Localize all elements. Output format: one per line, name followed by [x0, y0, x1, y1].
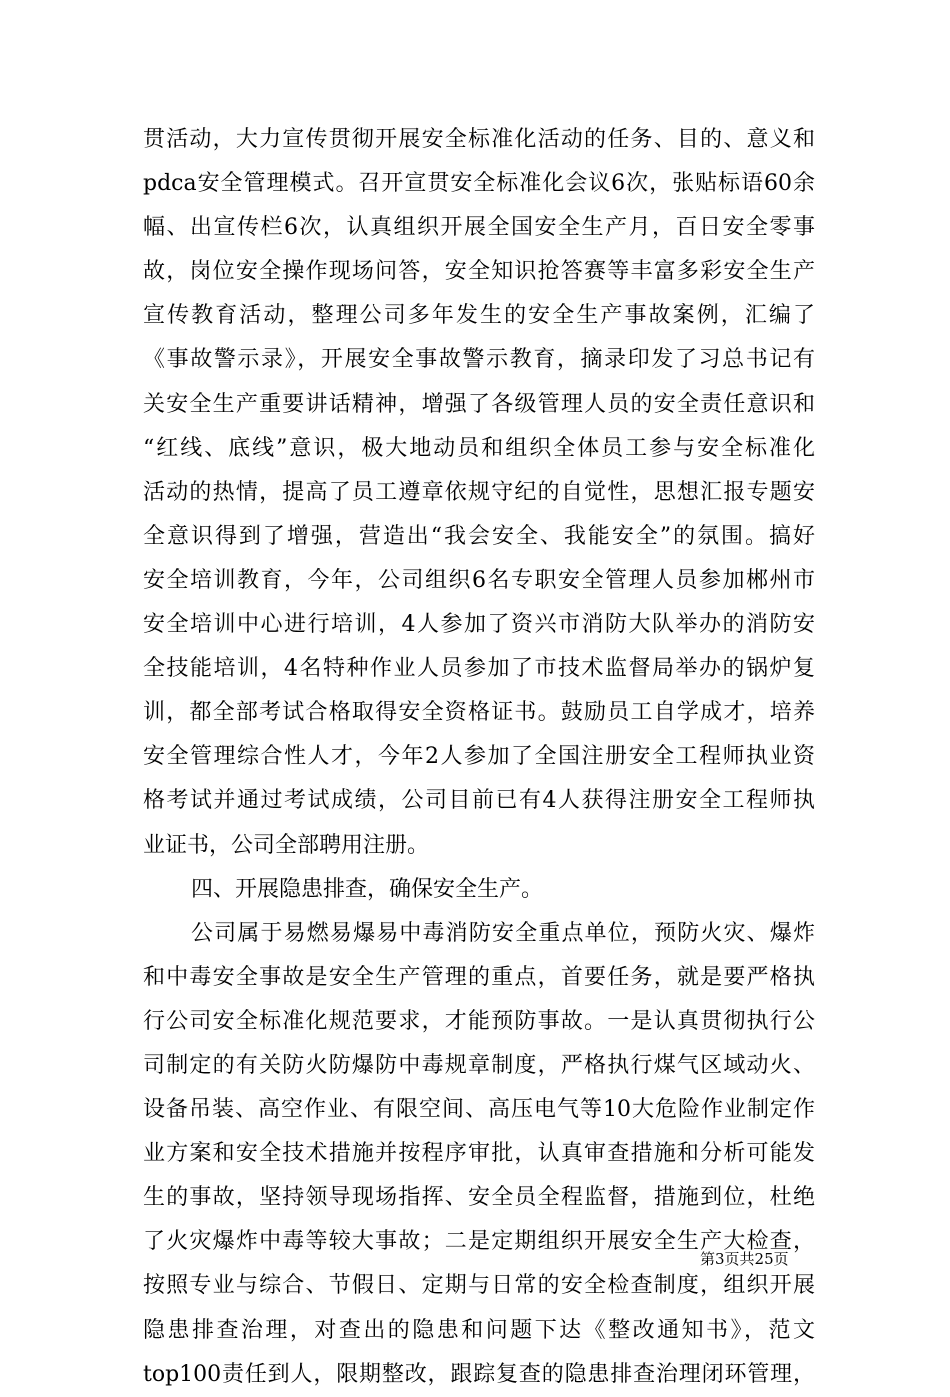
- text-line: 司制定的有关防火防爆防中毒规章制度，严格执行煤气区域动火、: [143, 1052, 815, 1078]
- document-body: [143, 118, 815, 1397]
- text-line: 宣传教育活动，整理公司多年发生的安全生产事故案例，汇编了: [143, 303, 815, 329]
- text-line: 安全培训教育，今年，公司组织6名专职安全管理人员参加郴州市: [143, 567, 815, 593]
- text-line: 全技能培训，4名特种作业人员参加了市技术监督局举办的锅炉复: [143, 656, 815, 682]
- text-line: 贯活动，大力宣传贯彻开展安全标准化活动的任务、目的、意义和: [143, 127, 815, 152]
- text-line: 关安全生产重要讲话精神，增强了各级管理人员的安全责任意识和: [143, 391, 815, 417]
- text-line: 和中毒安全事故是安全生产管理的重点，首要任务，就是要严格执: [143, 964, 815, 990]
- text-line: 安全培训中心进行培训，4人参加了资兴市消防大队举办的消防安: [143, 612, 815, 638]
- text-line: pdca安全管理模式。召开宣贯安全标准化会议6次，张贴标语60余: [143, 171, 815, 197]
- text-line: 业证书，公司全部聘用注册。: [143, 832, 430, 858]
- text-line: 故，岗位安全操作现场问答，安全知识抢答赛等丰富多彩安全生产: [143, 259, 815, 285]
- page-number: 第3页共25页: [700, 1250, 789, 1268]
- text-line: 按照专业与综合、节假日、定期与日常的安全检查制度，组织开展: [143, 1273, 815, 1299]
- text-line: 格考试并通过考试成绩，公司目前已有4人获得注册安全工程师执: [143, 788, 815, 814]
- text-line: 了火灾爆炸中毒等较大事故；二是定期组织开展安全生产大检查，: [143, 1229, 815, 1255]
- text-line: 行公司安全标准化规范要求，才能预防事故。一是认真贯彻执行公: [143, 1008, 815, 1034]
- text-line: 幅、出宣传栏6次，认真组织开展全国安全生产月，百日安全零事: [143, 215, 815, 241]
- text-line: “红线、底线”意识，极大地动员和组织全体员工参与安全标准化: [143, 435, 815, 461]
- text-line: 全意识得到了增强，营造出“我会安全、我能安全”的氛围。搞好: [143, 523, 815, 549]
- text-line: 活动的热情，提高了员工遵章依规守纪的自觉性，思想汇报专题安: [143, 479, 815, 505]
- text-line: 公司属于易燃易爆易中毒消防安全重点单位，预防火灾、爆炸: [191, 920, 815, 946]
- text-line: 业方案和安全技术措施并按程序审批，认真审查措施和分析可能发: [143, 1141, 815, 1167]
- text-line: 《事故警示录》，开展安全事故警示教育，摘录印发了习总书记有: [143, 347, 815, 373]
- text-line: top100责任到人，限期整改，跟踪复查的隐患排查治理闭环管理，: [143, 1361, 815, 1387]
- text-line: 生的事故，坚持领导现场指挥、安全员全程监督，措施到位，杜绝: [143, 1185, 815, 1211]
- text-line: 隐患排查治理，对查出的隐患和问题下达《整改通知书》，范文: [143, 1317, 815, 1343]
- section-heading: 四、开展隐患排查，确保安全生产。: [191, 876, 544, 902]
- text-line: 设备吊装、高空作业、有限空间、高压电气等10大危险作业制定作: [143, 1097, 815, 1123]
- text-line: 安全管理综合性人才，今年2人参加了全国注册安全工程师执业资: [143, 744, 815, 770]
- text-line: 训，都全部考试合格取得安全资格证书。鼓励员工自学成才，培养: [143, 700, 815, 726]
